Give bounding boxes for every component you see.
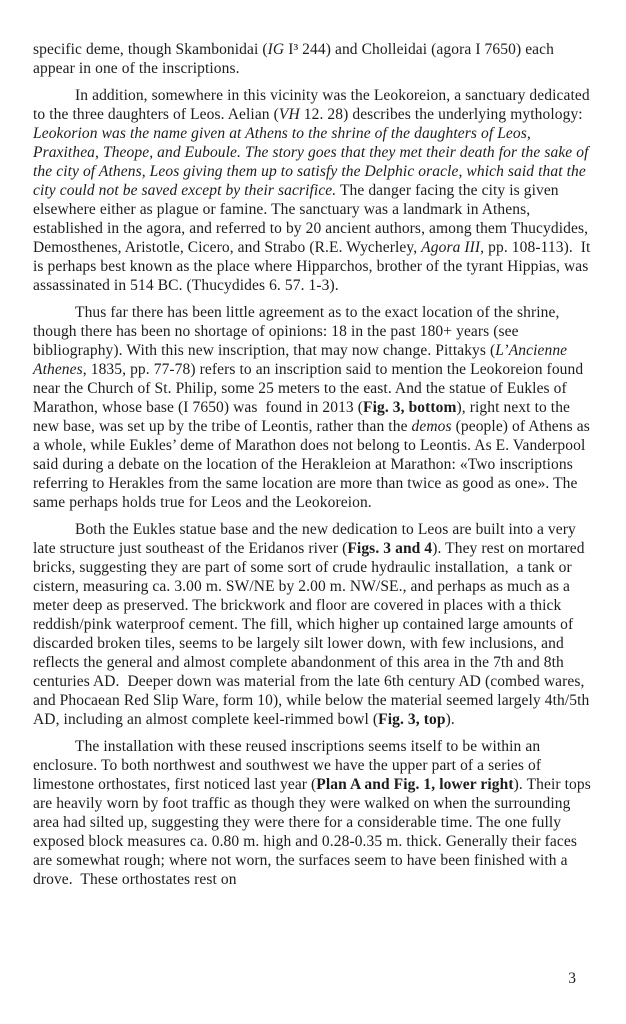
paragraph [33,303,599,512]
paragraph [33,40,599,78]
paragraph [33,86,599,295]
text-run: 12. 28) describes the underlying mythology: [299,106,591,123]
paragraph [33,737,599,889]
bold-run: Fig. 3, top [378,711,446,728]
text-run: specific deme, though Skambonidai ( [33,41,268,58]
italic-run: L’Ancienne Athenes [33,342,571,378]
text-run: ), right next to the new base, was set up by the tribe of Leontis, rather than the [33,399,575,435]
text-run: ). They rest on mortared bricks, suggesting they are part of some sort of crude hydraulic installation, a tank or cistern, measuring ca. 3.00 m. SW/NE by 2.00 m. NW/SE., and perhaps as much as a meter deep as preserved. The brickwork and floor are covered in places with a thick reddish/pink waterproof cement. The fill, which higher up contained large amounts of discarded broken tiles, seems to be largely silt lower down, with few inclusions, and reflects the general and almost complete abandonment of this area in the 7th and 8th centuries AD. Deeper down was material from the late 6th century AD (combed wares, and Phocaean Red Slip Ware, form 10), while below the material seemed largely 4th/5th AD, including an almost complete keel-rimmed bowl ( [33,540,593,728]
text-run: The installation with these reused inscriptions seems itself to be within an enclosure. To both northwest and southwest we have the upper part of a series of limestone orthostates, first noticed last year ( [33,738,546,793]
text-run: Both the Eukles statue base and the new dedication to Leos are built into a very late structure just southeast of the Eridanos river ( [33,521,580,557]
text-run: I³ 244) and Cholleidai (agora I 7650) each appear in one of the inscriptions. [33,41,562,77]
italic-run: VH [278,106,300,123]
text-run: In addition, somewhere in this vicinity was the Leokoreion, a sanctuary dedicated to the three daughters of Leos. Aelian ( [33,87,594,123]
text-run: ). [445,711,455,728]
italic-run: demos [411,418,452,435]
bold-run: Figs. 3 and 4 [347,540,433,557]
text-run: Thus far there has been little agreement as to the exact location of the shrine, though there has been no shortage of opinions: 18 in the past 180+ years (see bibliography). With this new inscription, that may now change. Pittakys ( [33,304,564,359]
bold-run: Plan A and Fig. 1, lower right [316,776,514,793]
text-body [33,40,599,897]
page-number: 3 [568,970,576,987]
text-run: The danger facing the city is given elsewhere either as plague or famine. The sanctuary was a landmark in Athens, established in the agora, and referred to by 20 ancient authors, among them Thucydides, Demosthenes, Aristotle, Cicero, and Strabo (R.E. Wycherley, [33,182,593,256]
text-run: ). Their tops are heavily worn by foot traffic as though they were walked on when the surrounding area had silted up, suggesting they were there for a considerable time. The one fully exposed block measures ca. 0.80 m. high and 0.28-0.35 m. thick. Generally their faces are somewhat rough; where not worn, the surfaces seem to have been finished with a drove. These orthostates rest on [33,776,595,888]
italic-run: Agora III, [421,239,485,256]
text-run: pp. 108-113). It is perhaps best known as the place where Hipparchos, brother of the tyrant Hippias, was assassinated in 514 BC. (Thucydides 6. 57. 1-3). [33,239,595,294]
italic-run: IG [267,41,285,58]
text-run: (people) of Athens as a whole, while Eukles’ deme of Marathon does not belong to Leontis. As E. Vanderpool said during a debate on the location of the Herakleion at Marathon: «Two inscriptions referring to Herakles from the same location are more than twice as good as one». The same perhaps holds true for Leos and the Leokoreion. [33,418,594,511]
italic-run: Leokorion was the name given at Athens to the shrine of the daughters of Leos, Praxithea, Theope, and Euboule. The story goes that they met their death for the sake of the city of Athens, Leos giving them up to satisfy the Delphic oracle, which said that the city could not be saved except by their sacrifice. [33,125,593,199]
text-run: , 1835, pp. 77-78) refers to an inscription said to mention the Leokoreion found near the Church of St. Philip, some 25 meters to the east. And the statue of Eukles of Marathon, whose base (I 7650) was found in 2013 ( [33,361,588,416]
paragraph [33,520,599,729]
bold-run: Fig. 3, bottom [363,399,457,416]
